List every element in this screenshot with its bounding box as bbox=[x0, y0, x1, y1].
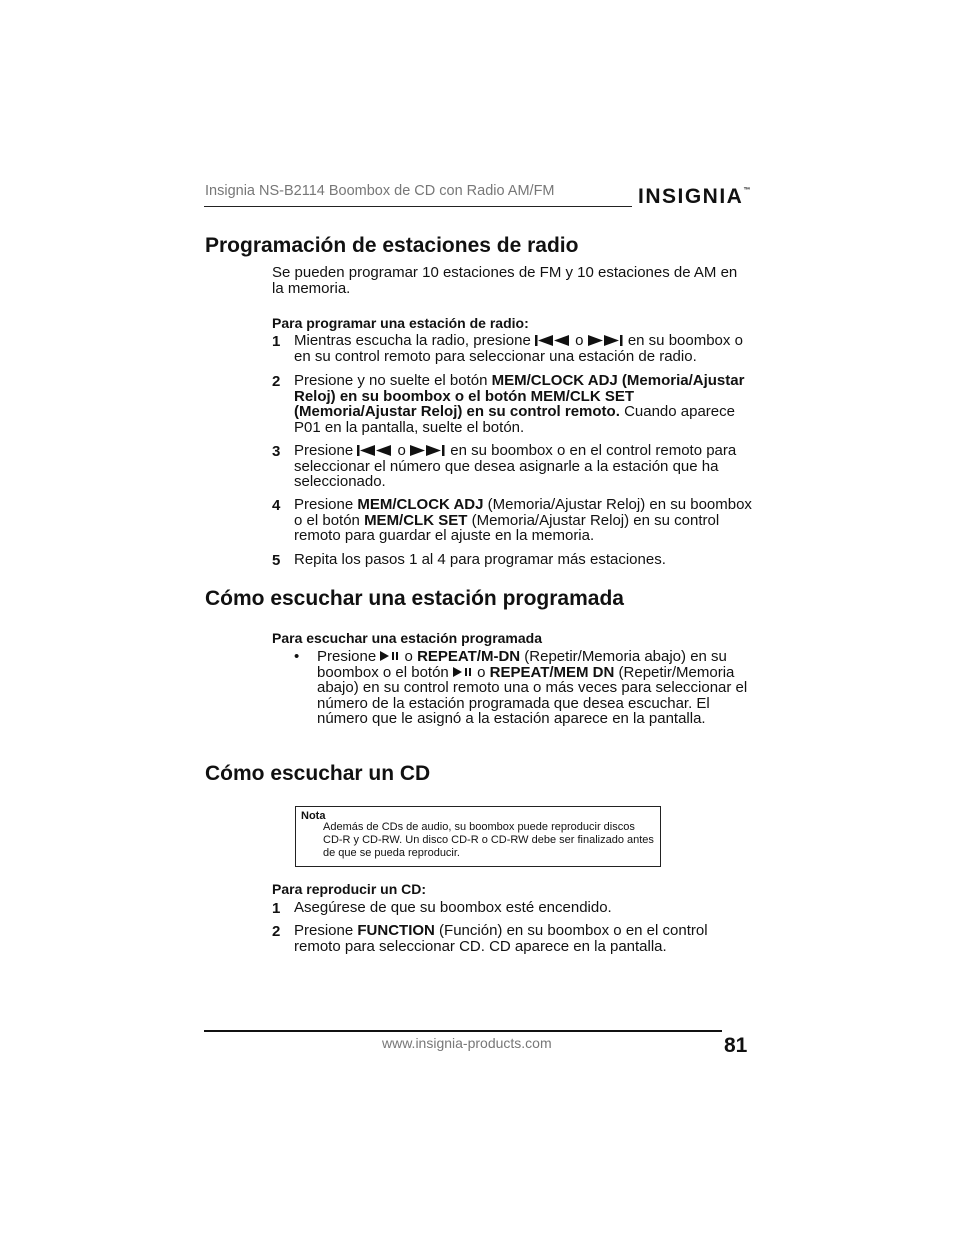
step-text: en su boombox o en su control remoto para seleccionar una estación de radio. bbox=[294, 332, 743, 365]
logo-text: INSIGNIA bbox=[638, 185, 744, 208]
section2-subheading: Para escuchar una estación programada bbox=[272, 630, 542, 646]
step-1-text bbox=[294, 333, 754, 364]
step-text: Presione bbox=[317, 648, 377, 665]
step-number: 1 bbox=[272, 900, 281, 917]
button-name: REPEAT/M-DN bbox=[417, 648, 521, 665]
step-text: (Memoria/Ajustar Reloj) en su control remoto para guardar el ajuste en la memoria. bbox=[294, 511, 720, 545]
step-text: o bbox=[477, 663, 486, 681]
step-number: 2 bbox=[272, 373, 281, 390]
step-number: 4 bbox=[272, 497, 281, 514]
step-text: en su boombox o en el control remoto para seleccionar el número que desea asignarle a la estación que ha seleccionado. bbox=[294, 442, 737, 491]
button-name: FUNCTION bbox=[357, 922, 435, 939]
step-2-text bbox=[294, 373, 754, 435]
step-text: o bbox=[575, 332, 584, 349]
section1-subheading: Para programar una estación de radio: bbox=[272, 315, 529, 331]
skip-forward-icon bbox=[588, 335, 624, 346]
skip-back-icon bbox=[535, 335, 571, 346]
step-text: (Repetir/Memoria abajo) en su control remoto una o más veces para seleccionar el número de la estación programada que desea escuchar. El número que le asignó a la estación aparece en la pantalla. bbox=[317, 663, 748, 728]
page-number: 81 bbox=[724, 1034, 748, 1057]
note-text: Además de CDs de audio, su boombox puede reproducir discos CD-R y CD-RW. Un disco CD-R o CD-RW debe ser finalizado antes de que se pueda reproducir. bbox=[323, 821, 654, 859]
step-text: o bbox=[397, 442, 406, 459]
cd-step-1-text bbox=[294, 900, 754, 916]
section-heading-escuchar-cd: Cómo escuchar un CD bbox=[205, 762, 431, 785]
step-3-text bbox=[294, 443, 754, 490]
section3-subheading: Para reproducir un CD: bbox=[272, 881, 427, 897]
bullet: • bbox=[294, 648, 300, 665]
insignia-logo bbox=[638, 185, 750, 209]
step-text: (Memoria/Ajustar Reloj) en su boombox o el botón bbox=[294, 496, 752, 529]
step-4-text bbox=[294, 497, 754, 544]
step-5-text bbox=[294, 552, 754, 568]
play-pause-icon bbox=[453, 667, 473, 677]
button-name: MEM/CLOCK ADJ (Memoria/Ajustar Reloj) en su boombox o el botón MEM/CLK SET (Memoria/Ajustar Reloj) en su control remoto. bbox=[294, 372, 745, 421]
step-text: Asegúrese de que su boombox esté encendido. bbox=[294, 899, 612, 916]
step-text: (Función) en su boombox o en el control remoto para seleccionar CD. CD aparece en la pantalla. bbox=[294, 922, 708, 955]
step-text: Repita los pasos 1 al 4 para programar más estaciones. bbox=[294, 551, 666, 568]
button-name: MEM/CLK SET bbox=[364, 511, 468, 529]
footer-rule bbox=[204, 1030, 722, 1032]
step-text: Mientras escucha la radio, presione bbox=[294, 332, 531, 349]
step-text: Presione bbox=[294, 922, 354, 939]
play-pause-icon bbox=[380, 651, 400, 661]
section1-intro: Se pueden programar 10 estaciones de FM y 10 estaciones de AM en la memoria. bbox=[272, 264, 738, 297]
skip-back-icon bbox=[357, 445, 393, 456]
note-box bbox=[295, 806, 661, 867]
section-heading-programacion: Programación de estaciones de radio bbox=[205, 234, 579, 257]
cd-step-2-text bbox=[294, 923, 754, 954]
header-rule bbox=[204, 206, 632, 207]
footer-url: www.insignia-products.com bbox=[382, 1035, 552, 1051]
button-name: REPEAT/MEM DN bbox=[489, 663, 615, 681]
section2-bullet-text bbox=[317, 649, 754, 727]
step-text: Presione bbox=[294, 442, 354, 459]
step-number: 1 bbox=[272, 333, 281, 350]
step-text: (Repetir/Memoria abajo) en su boombox o el botón bbox=[317, 648, 727, 681]
note-title: Nota bbox=[301, 810, 326, 822]
step-number: 3 bbox=[272, 443, 281, 460]
step-text: Presione y no suelte el botón bbox=[294, 372, 488, 389]
running-header: Insignia NS-B2114 Boombox de CD con Radio AM/FM bbox=[205, 183, 555, 199]
button-name: MEM/CLOCK ADJ bbox=[357, 496, 484, 513]
step-number: 5 bbox=[272, 552, 281, 569]
skip-forward-icon bbox=[410, 445, 446, 456]
trademark-symbol: ™ bbox=[743, 187, 751, 194]
section-heading-estacion-programada: Cómo escuchar una estación programada bbox=[205, 587, 624, 610]
step-text: Cuando aparece P01 en la pantalla, suelte el botón. bbox=[294, 403, 735, 436]
step-text: o bbox=[404, 648, 413, 665]
step-text: Presione bbox=[294, 496, 354, 513]
step-number: 2 bbox=[272, 923, 281, 940]
